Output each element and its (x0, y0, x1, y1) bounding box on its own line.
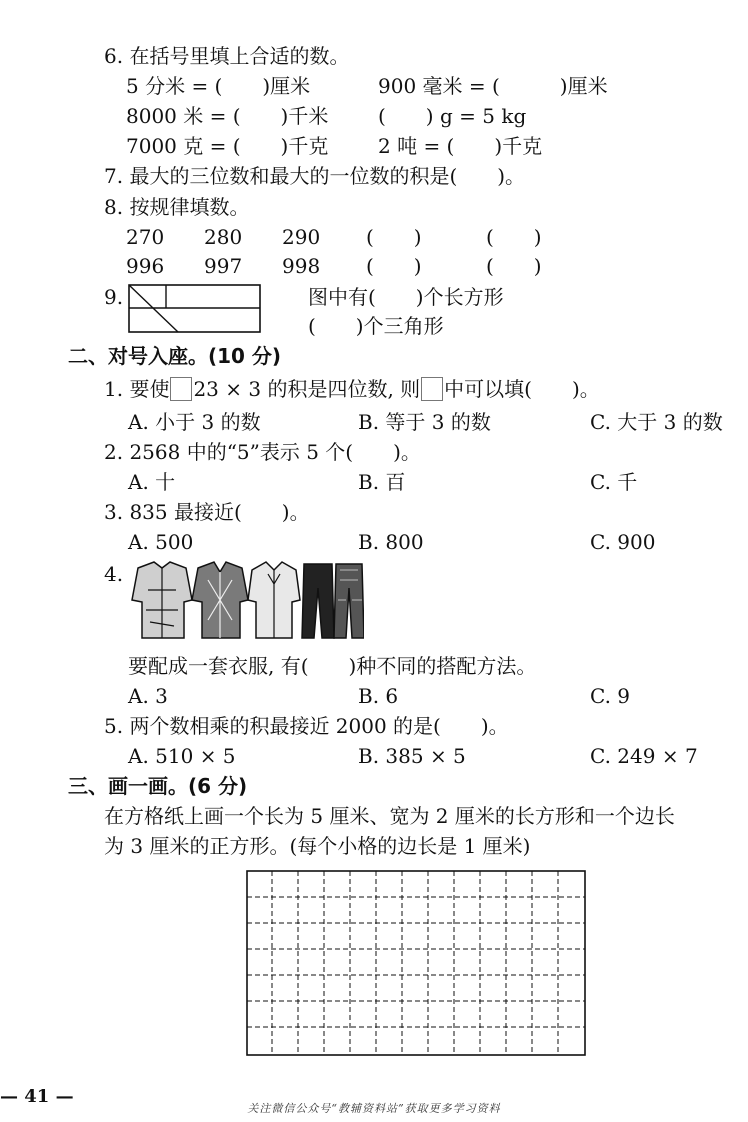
q6-item: 2 吨 = ( )千克 (378, 134, 543, 158)
q7-text: 7. 最大的三位数和最大的一位数的积是( )。 (104, 164, 526, 188)
s2-q4-text: 要配成一套衣服, 有( )种不同的搭配方法。 (128, 654, 537, 678)
q1-prefix: 1. 要使 (104, 377, 170, 401)
option: C. 900 (590, 530, 656, 554)
q6-item: 8000 米 = ( )千米 (126, 104, 329, 128)
section-heading: 二、对号入座。(10 分) (68, 344, 282, 368)
option: A. 3 (128, 684, 168, 708)
seq-cell: 290 (282, 225, 321, 249)
option: B. 百 (358, 470, 406, 494)
option: B. 800 (358, 530, 424, 554)
clothes-illustration (128, 560, 364, 640)
section-heading: 三、画一画。(6 分) (68, 774, 248, 798)
option: B. 385 × 5 (358, 744, 466, 768)
option: C. 9 (590, 684, 631, 708)
option: A. 510 × 5 (128, 744, 236, 768)
q9-number: 9. (104, 285, 124, 309)
option: C. 249 × 7 (590, 744, 698, 768)
q6-item: 7000 克 = ( )千克 (126, 134, 329, 158)
q1-suffix: 中可以填( )。 (444, 377, 600, 401)
option: A. 十 (128, 470, 176, 494)
option: B. 等于 3 的数 (358, 410, 491, 434)
option: A. 小于 3 的数 (128, 410, 261, 434)
blank-box (421, 377, 443, 401)
s3-instruction: 为 3 厘米的正方形。(每个小格的边长是 1 厘米) (104, 834, 531, 858)
grid-paper (246, 870, 590, 1058)
s3-instruction: 在方格纸上画一个长为 5 厘米、宽为 2 厘米的长方形和一个边长 (104, 804, 675, 828)
s2-q2-text: 2. 2568 中的“5”表示 5 个( )。 (104, 440, 421, 464)
seq-cell: ( ) (486, 254, 542, 278)
q6-item: 900 毫米 = ( )厘米 (378, 74, 608, 98)
s2-q1-text (104, 377, 600, 401)
s2-q4-number: 4. (104, 562, 124, 586)
seq-cell: ( ) (486, 225, 542, 249)
q9-line: 图中有( )个长方形 (308, 285, 504, 309)
page-number-value: 41 (24, 1086, 50, 1107)
q6-item: ( ) g = 5 kg (378, 104, 527, 128)
q1-middle: 23 × 3 的积是四位数, 则 (193, 377, 421, 401)
seq-cell: ( ) (366, 225, 422, 249)
option: A. 500 (128, 530, 194, 554)
seq-cell: 280 (204, 225, 243, 249)
option: B. 6 (358, 684, 399, 708)
q6-item: 5 分米 = ( )厘米 (126, 74, 311, 98)
blank-box (170, 377, 192, 401)
seq-cell: 996 (126, 254, 165, 278)
q8-title: 8. 按规律填数。 (104, 195, 250, 219)
page-number: — 41 — (0, 1086, 74, 1107)
q9-figure (128, 284, 262, 334)
seq-cell: 270 (126, 225, 165, 249)
s2-q3-text: 3. 835 最接近( )。 (104, 500, 310, 524)
q6-title: 6. 在括号里填上合适的数。 (104, 44, 350, 68)
footer-note: 关注微信公众号“教辅资料站”获取更多学习资料 (247, 1102, 501, 1115)
s2-q5-text: 5. 两个数相乘的积最接近 2000 的是( )。 (104, 714, 509, 738)
seq-cell: 997 (204, 254, 243, 278)
option: C. 千 (590, 470, 638, 494)
seq-cell: 998 (282, 254, 321, 278)
seq-cell: ( ) (366, 254, 422, 278)
q9-line: ( )个三角形 (308, 314, 444, 338)
option: C. 大于 3 的数 (590, 410, 723, 434)
